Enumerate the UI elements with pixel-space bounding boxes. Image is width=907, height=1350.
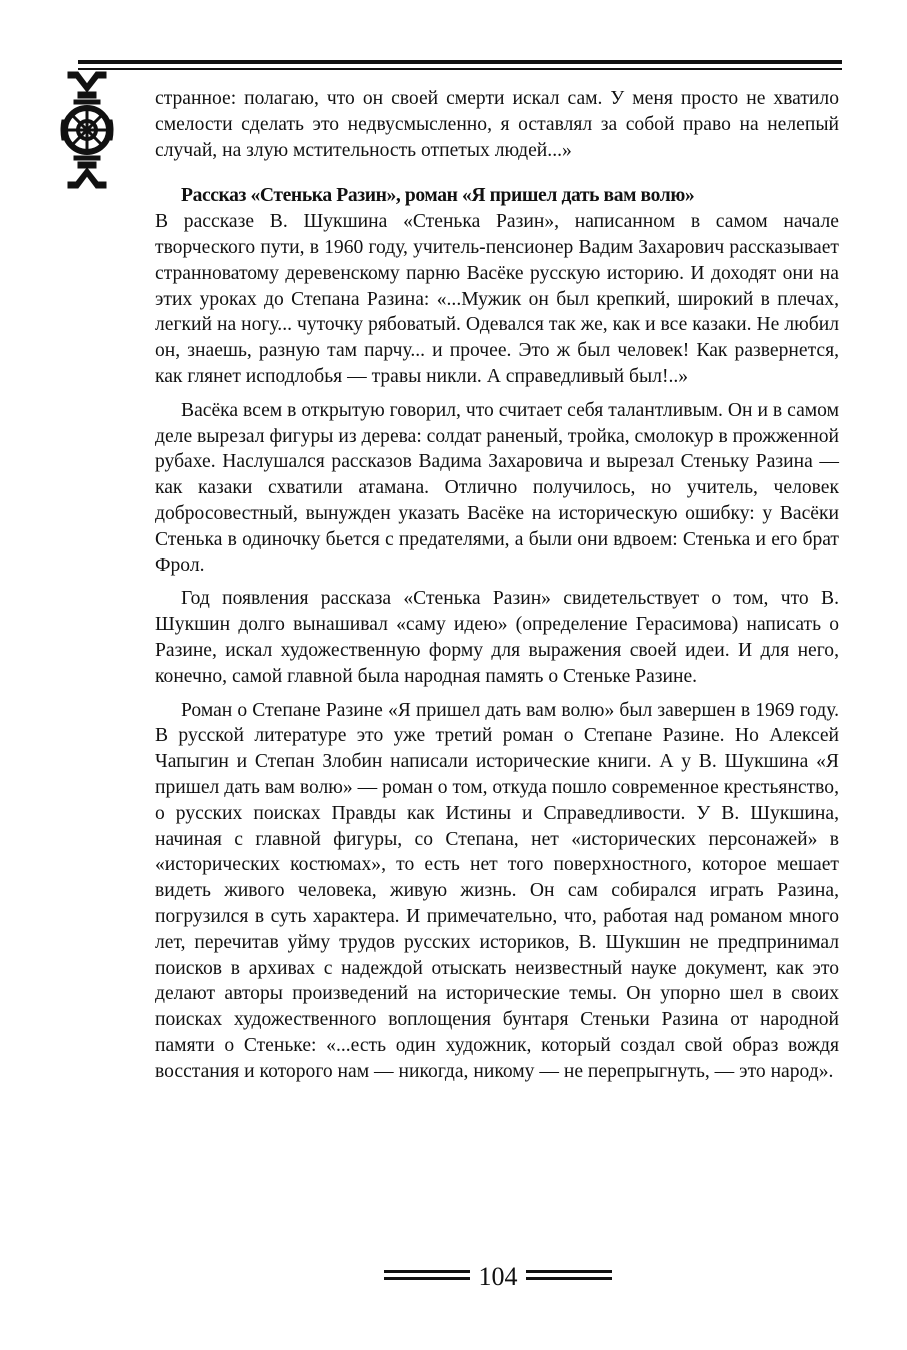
body-paragraph: Год появления рассказа «Стенька Разин» свидетельствует о том, что В. Шукшин долго вынашивал «саму идею» (определение Герасимова) написать о Разине, искал художественную форму для выражения своей идеи. И для него, конечно, самой главной была народная память о Стеньке Разине. — [155, 588, 839, 687]
top-rule-thin — [78, 68, 842, 70]
body-paragraph: В рассказе В. Шукшина «Стенька Разин», написанном в самом начале творческого пути, в 1960 году, учитель-пенсионер Вадим Захарович рассказывает странноватому деревенскому парню Васёке русскую историю. И доходят они на этих уроках до Степана Разина: «...Мужик он был крепкий, широкий в плечах, легкий на ногу... чуточку рябоватый. Одевался так же, как и все казаки. Не любил он, знаешь, разную там парчу... и прочее. Это ж был человек! Как развернется, как глянет исподлобья — травы никли. А справедливый был!..» — [155, 211, 839, 387]
section-heading: Рассказ «Стенька Разин», роман «Я пришел дать вам волю» — [181, 185, 695, 207]
top-rule-thick — [78, 60, 842, 64]
page-footer — [0, 1262, 907, 1292]
footer-rule-left-2 — [384, 1277, 470, 1280]
body-paragraph: Роман о Степане Разине «Я пришел дать вам волю» был завершен в 1969 году. В русской литературе это уже третий роман о Степане Разине. Но Алексей Чапыгин и Степан Злобин написали исторические книги. А у В. Шукшина «Я пришел дать вам волю» — роман о том, откуда пошло современное крестьянство, о русских поисках Правды как Истины и Справедливости. У В. Шукшина, начиная с главной фигуры, со Степана, нет «исторических персонажей» в «исторических костюмах», то есть нет того поверхностного, которое мешает видеть живого человека, живую жизнь. Он сам собирался играть Разина, погрузился в суть характера. И примечательно, что, работая над романом много лет, перечитав уйму трудов русских историков, В. Шукшин не предпринимал поисков в архивах с надеждой отыскать неизвестный науке документ, как это делают авторы произведений на исторические темы. Он упорно шел в своих поисках художественного воплощения бунтаря Стеньки Разина от народной памяти о Стеньке: «...есть один художник, который создал свой образ вождя восстания и которого нам — никогда, никому — не перепрыгнуть, — это народ». — [155, 699, 839, 1082]
footer-rule-left-1 — [384, 1270, 470, 1273]
continuation-paragraph: странное: полагаю, что он своей смерти искал сам. У меня просто не хватило смелости сделать это недвусмысленно, я оставлял за собой право на нелепый случай, на злую мстительность отпетых людей...» — [155, 88, 839, 161]
page-number: 104 — [478, 1262, 518, 1291]
body-paragraph: Васёка всем в открытую говорил, что считает себя талантливым. Он и в самом деле вырезал фигуры из дерева: солдат раненый, тройка, смолокур в прожженной рубахе. Наслушался рассказов Вадима Захаровича и вырезал Стеньку Разина — как казаки схватили атамана. Отлично получилось, но учитель, человек добросовестный, вынужден указать Васёке на историческую ошибку: у Васёки Стенька в одиночку бьется с предателями, а были они вдвоем: Стенька и его брат Фрол. — [155, 399, 839, 576]
footer-rule-right-1 — [526, 1270, 612, 1273]
main-text-column — [155, 86, 839, 1092]
folk-ornament-icon — [60, 70, 114, 190]
footer-rule-right-2 — [526, 1277, 612, 1280]
